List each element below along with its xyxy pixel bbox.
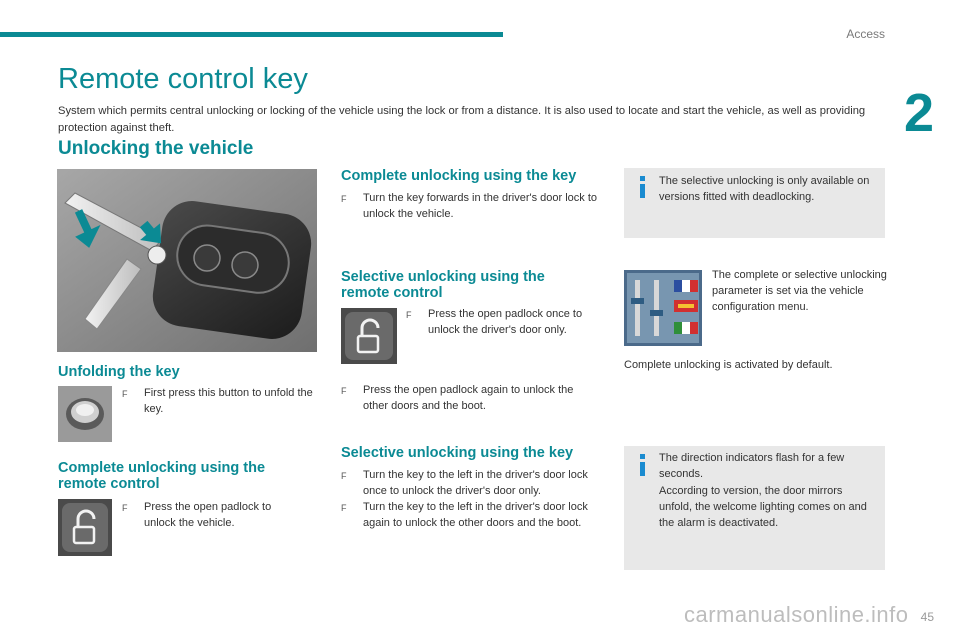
intro-paragraph: System which permits central unlocking or locking of the vehicle using the lock or from a distance. It is also used to locate and start the vehicle, as well as providing protection against theft.	[58, 105, 866, 134]
default-text: Complete unlocking is activated by default.	[624, 359, 833, 371]
bullet-selective-key-2	[341, 499, 603, 531]
bullet-selective-key-1	[341, 467, 603, 499]
info-text-indicators-2: According to version, the door mirrors unfold, the welcome lighting comes on and the alarm is deactivated.	[659, 485, 867, 529]
bullet-text: First press this button to unfold the key.	[144, 387, 313, 415]
bullet-marker: F	[406, 310, 412, 320]
bullet-marker: F	[341, 503, 347, 513]
key-photo	[57, 169, 317, 352]
bullet-text: Turn the key to the left in the driver's door lock once to unlock the driver's door only.	[363, 469, 588, 497]
config-menu-icon	[624, 270, 702, 346]
bullet-marker: F	[122, 503, 128, 513]
bullet-marker: F	[341, 386, 347, 396]
bullet-marker: F	[122, 389, 128, 399]
bullet-marker: F	[341, 471, 347, 481]
config-text: The complete or selective unlocking parameter is set via the vehicle configuration menu.	[712, 269, 887, 313]
bullet-selective-remote-1	[406, 306, 606, 338]
info-text-indicators-1: The direction indicators flash for a few seconds.	[659, 452, 845, 480]
heading-unfolding: Unfolding the key	[58, 364, 180, 380]
info-box-deadlocking	[624, 168, 885, 238]
chapter-number: 2	[904, 83, 935, 143]
bullet-complete-remote	[122, 499, 302, 531]
bullet-text: Turn the key forwards in the driver's door lock to unlock the vehicle.	[363, 192, 598, 220]
page-title: Remote control key	[58, 63, 308, 95]
heading-complete-remote: Complete unlocking using the remote control	[58, 460, 266, 492]
open-padlock-icon	[341, 308, 397, 364]
page-number: 45	[920, 610, 934, 624]
open-padlock-icon	[58, 499, 112, 556]
section-label: Access	[846, 27, 885, 41]
section-heading: Unlocking the vehicle	[58, 138, 254, 159]
key-illustration	[57, 169, 317, 352]
unfold-button-icon	[58, 386, 112, 442]
info-box-indicators	[624, 446, 885, 570]
bullet-complete-key	[341, 190, 603, 222]
bullet-unfolding	[122, 385, 322, 417]
bullet-text: Press the open padlock once to unlock the driver's door only.	[428, 308, 583, 336]
info-text-deadlocking: The selective unlocking is only available on versions fitted with deadlocking.	[659, 175, 870, 203]
bullet-text: Turn the key to the left in the driver's door lock again to unlock the other doors and the boot.	[363, 501, 588, 529]
header-accent-bar	[0, 32, 503, 37]
bullet-text: Press the open padlock to unlock the vehicle.	[144, 501, 272, 529]
watermark-site: carmanualsonline.info	[684, 602, 909, 627]
heading-complete-key: Complete unlocking using the key	[341, 168, 577, 184]
info-icon	[636, 176, 650, 198]
info-icon	[636, 454, 650, 476]
heading-selective-remote: Selective unlocking using the remote control	[341, 269, 545, 301]
bullet-text: Press the open padlock again to unlock the other doors and the boot.	[363, 384, 574, 412]
bullet-selective-remote-2	[341, 382, 591, 414]
bullet-marker: F	[341, 194, 347, 204]
heading-selective-key: Selective unlocking using the key	[341, 445, 574, 461]
